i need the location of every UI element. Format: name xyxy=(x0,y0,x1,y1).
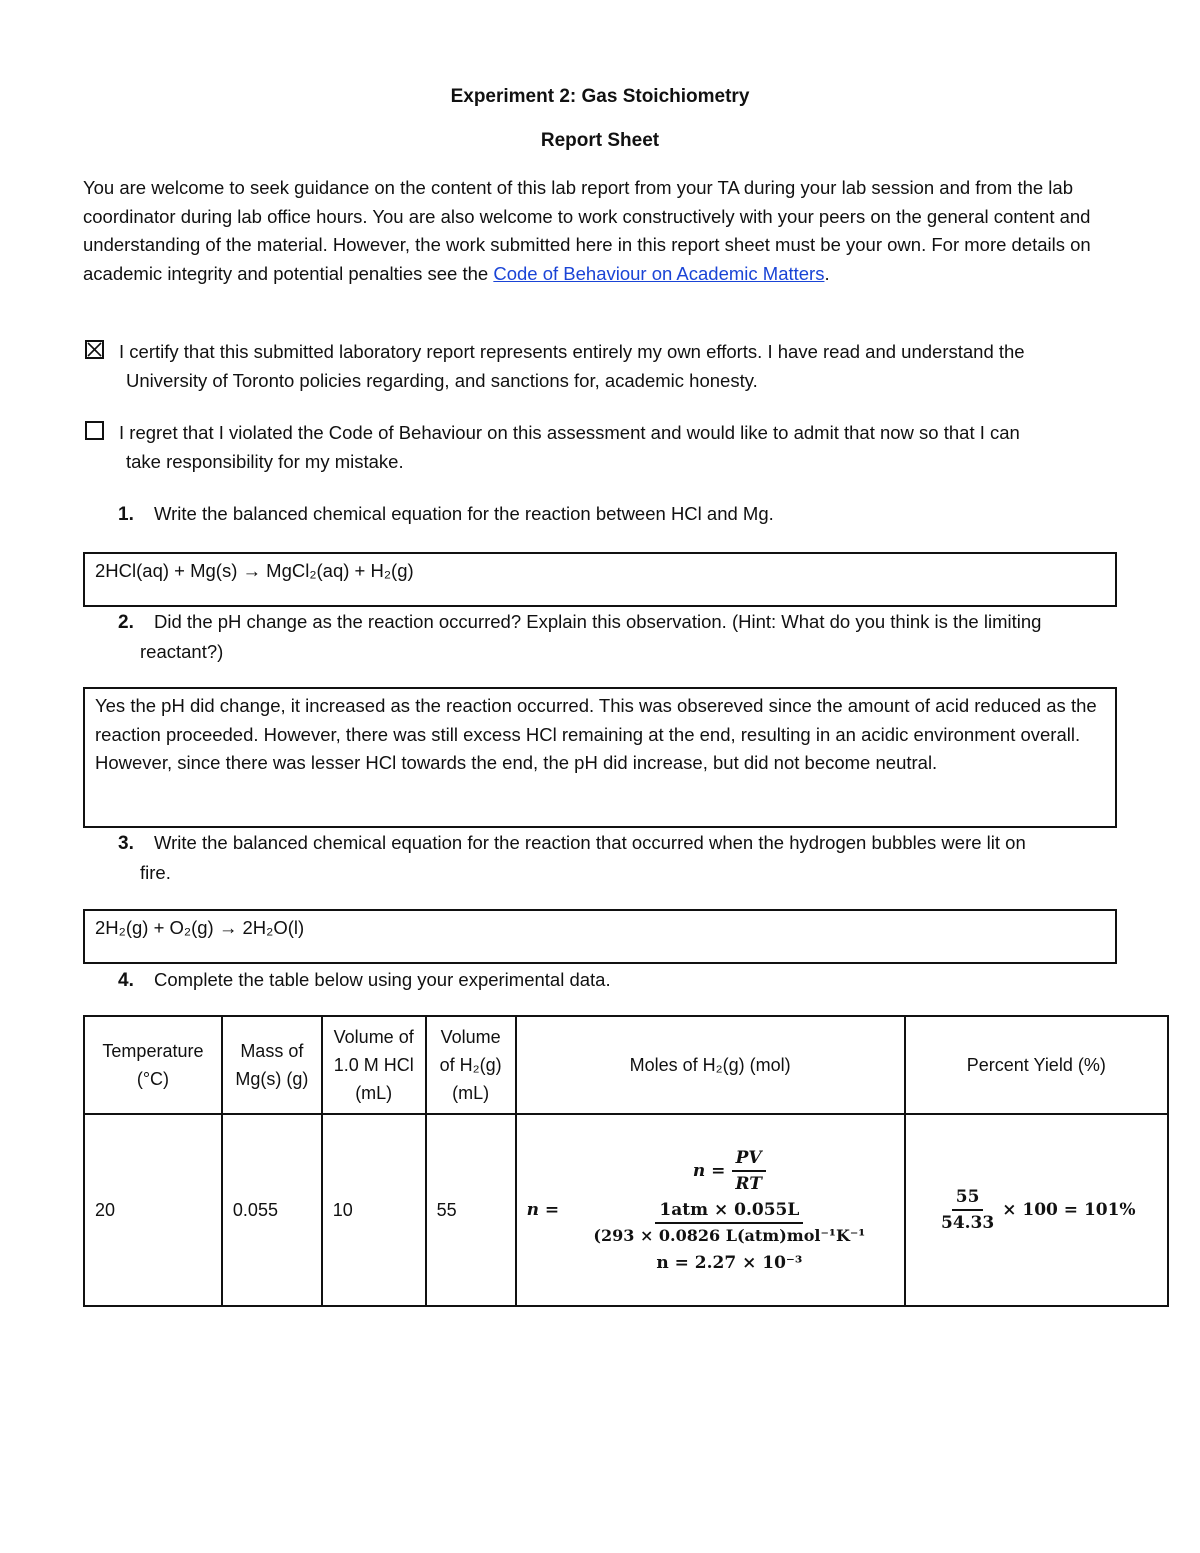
question-number: 1. xyxy=(118,504,134,525)
moles-substitution xyxy=(589,1200,869,1245)
regret-statement xyxy=(85,419,1125,476)
moles-step-lhs: n = xyxy=(526,1200,560,1220)
question-1 xyxy=(118,500,1118,530)
regret-checkbox[interactable] xyxy=(85,421,104,440)
question-text: Write the balanced chemical equation for the reaction that occurred when the hydrogen bubbles were lit on xyxy=(154,832,1026,853)
check-x-icon xyxy=(87,342,102,357)
question-text: Did the pH change as the reaction occurred? Explain this observation. (Hint: What do you think is the limiting xyxy=(154,611,1042,632)
question-number: 3. xyxy=(118,833,134,854)
answer-text-1: 2HCl(aq) + Mg(s) → MgCl₂(aq) + H₂(g) xyxy=(95,560,414,581)
certify-line-2: University of Toronto policies regarding, and sanctions for, academic honesty. xyxy=(126,369,758,391)
header-volume-hcl: Volume of 1.0 M HCl (mL) xyxy=(322,1016,426,1114)
yield-numerator: 55 xyxy=(952,1187,984,1211)
yield-denominator: 54.33 xyxy=(940,1213,995,1233)
certify-line-1: I certify that this submitted laboratory report represents entirely my own efforts. I have read and understand the xyxy=(119,341,1025,362)
moles-formula xyxy=(693,1148,766,1194)
question-text: Complete the table below using your experimental data. xyxy=(154,969,611,990)
cell-volume-hcl[interactable]: 10 xyxy=(322,1114,426,1306)
header-volume-h2: Volume of H₂(g) (mL) xyxy=(426,1016,516,1114)
question-4 xyxy=(118,966,1118,996)
cell-mass[interactable]: 0.055 xyxy=(222,1114,322,1306)
code-of-behaviour-link[interactable]: Code of Behaviour on Academic Matters xyxy=(493,262,825,284)
page-title: Experiment 2: Gas Stoichiometry xyxy=(450,86,750,107)
certify-statement xyxy=(85,338,1125,395)
intro-paragraph xyxy=(83,174,1123,288)
formula-numerator: PV xyxy=(732,1148,766,1172)
cell-temperature[interactable]: 20 xyxy=(84,1114,222,1306)
answer-box-2[interactable] xyxy=(83,687,1117,828)
yield-result: × 100 = 101% xyxy=(1002,1200,1136,1220)
intro-text: You are welcome to seek guidance on the content of this lab report from your TA during your lab session and from the lab coordinator during lab office hours. You are also welcome to work constructively with your peers on the general content and understanding of the material. However, the work submitted here in this report sheet must be your own. For more details on academic integrity and potential penalties see the xyxy=(83,177,1091,284)
certify-checkbox[interactable] xyxy=(85,340,104,359)
moles-result: n = 2.27 × 10⁻³ xyxy=(656,1252,803,1273)
question-text: Write the balanced chemical equation for the reaction between HCl and Mg. xyxy=(154,503,774,524)
cell-volume-h2[interactable]: 55 xyxy=(426,1114,516,1306)
question-number: 4. xyxy=(118,970,134,991)
substitution-denominator: (293 × 0.0826 L(atm)mol⁻¹K⁻¹ xyxy=(593,1225,866,1245)
header-yield: Percent Yield (%) xyxy=(905,1016,1168,1114)
question-number: 2. xyxy=(118,612,134,633)
answer-box-3[interactable] xyxy=(83,909,1117,964)
cell-moles[interactable] xyxy=(516,1114,905,1306)
answer-text-2: Yes the pH did change, it increased as the reaction occurred. This was obsereved since the amount of acid reduced as the reaction proceeded. However, there was still excess HCl remaining at the end, resulting in an acidic environment overall. However, since there was lesser HCl towards the end, the pH did increase, but did not become neutral. xyxy=(95,695,1097,773)
formula-lhs: n = xyxy=(692,1160,726,1181)
cell-yield[interactable] xyxy=(905,1114,1168,1306)
regret-line-2: take responsibility for my mistake. xyxy=(126,450,404,472)
page-subtitle: Report Sheet xyxy=(540,130,660,151)
substitution-numerator: 1atm × 0.055L xyxy=(655,1200,803,1224)
header-moles: Moles of H₂(g) (mol) xyxy=(516,1016,905,1114)
question-2 xyxy=(118,608,1118,666)
question-3 xyxy=(118,829,1118,887)
question-text-cont: fire. xyxy=(140,861,171,883)
answer-text-3: 2H₂(g) + O₂(g) → 2H₂O(l) xyxy=(95,917,305,938)
regret-line-1: I regret that I violated the Code of Behaviour on this assessment and would like to admit that now so that I can xyxy=(119,422,1020,443)
answer-box-1[interactable] xyxy=(83,552,1117,607)
data-table xyxy=(83,1015,1169,1307)
intro-end: . xyxy=(824,262,830,284)
question-text-cont: reactant?) xyxy=(140,640,224,662)
header-temperature: Temperature (°C) xyxy=(84,1016,222,1114)
formula-denominator: RT xyxy=(735,1173,762,1194)
table-row xyxy=(84,1114,1168,1306)
table-header-row xyxy=(84,1016,1168,1114)
header-mass: Mass of Mg(s) (g) xyxy=(222,1016,322,1114)
